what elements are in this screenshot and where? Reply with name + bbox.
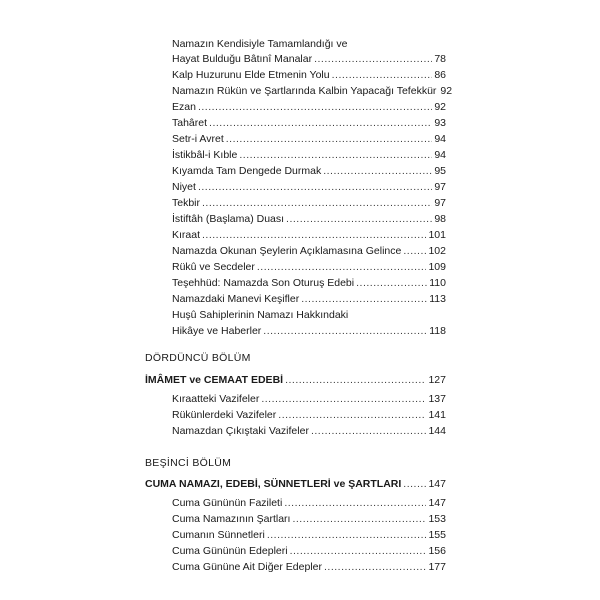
toc-entry [172,212,446,227]
toc-entry-page: 97 [434,181,446,193]
toc-leader-dots [257,260,427,275]
toc-entry-page: 177 [428,561,446,573]
toc-entry-title: Cuma Gününün Edepleri [172,545,288,557]
toc-entry-title: Teşehhüd: Namazda Son Oturuş Edebi [172,277,355,289]
toc-entry-title: Niyet [172,181,196,193]
toc-entry-title: Kıraatteki Vazifeler [172,393,260,405]
toc-entry [172,560,446,575]
toc-entry [172,244,446,259]
toc-leader-dots [290,544,427,559]
toc-entry-continuation: Namazın Kendisiyle Tamamlandığı ve [172,38,348,50]
toc-entry-page: 101 [428,229,446,241]
toc-entry-title: İstiftâh (Başlama) Duası [172,213,285,225]
toc-leader-dots [285,373,426,388]
toc-entry [172,180,446,195]
toc-entry-continuation: Huşû Sahiplerinin Namazı Hakkındaki [172,309,349,321]
toc-leader-dots [202,196,432,211]
toc-entry-page: 86 [434,69,446,81]
toc-entry-page: 137 [428,393,446,405]
toc-entry [172,196,446,211]
toc-chapter-title: CUMA NAMAZI, EDEBİ, SÜNNETLERİ ve ŞARTLARI [145,478,402,490]
toc-entry-title: Cumanın Sünnetleri [172,529,265,541]
toc-entry-page: 98 [434,213,446,225]
toc-entry [172,132,446,147]
toc-leader-dots [286,212,432,227]
toc-leader-dots [403,477,426,492]
toc-leader-dots [403,244,426,259]
toc-entry [172,148,446,163]
toc-entry-page: 156 [428,545,446,557]
toc-leader-dots [314,52,432,67]
toc-leader-dots [356,276,427,291]
toc-entry-page: 147 [428,497,446,509]
toc-leader-dots [202,228,426,243]
toc-entry-title: Kıraat [172,229,201,241]
toc-leader-dots [278,408,426,423]
toc-entry-title: Cuma Gününün Fazileti [172,497,283,509]
toc-entry-title: Kıyamda Tam Dengede Durmak [172,165,322,177]
toc-entry-page: 93 [434,117,446,129]
toc-entry [172,68,446,83]
toc-leader-dots [261,392,426,407]
toc-entry-title: Tekbir [172,197,201,209]
toc-leader-dots [332,68,433,83]
toc-leader-dots [292,512,426,527]
toc-leader-dots [301,292,427,307]
toc-entry [172,512,446,527]
toc-entry-title: Namazdan Çıkıştaki Vazifeler [172,425,309,437]
section-heading: DÖRDÜNCÜ BÖLÜM [145,352,251,364]
toc-entry [172,228,446,243]
toc-entry-page: 92 [440,85,453,97]
toc-entry-page: 153 [428,513,446,525]
toc-entry-title: Setr-i Avret [172,133,224,145]
toc-entry-page: 110 [429,277,446,289]
toc-entry [172,52,446,67]
toc-chapter-page: 147 [428,478,446,490]
toc-entry [172,424,446,439]
toc-entry [172,544,446,559]
toc-entry-title: Ezan [172,101,196,113]
toc-entry [172,392,446,407]
toc-entry-page: 155 [428,529,446,541]
toc-entry-page: 109 [428,261,446,273]
toc-entry [172,276,446,291]
toc-leader-dots [311,424,427,439]
toc-leader-dots [226,132,433,147]
toc-entry-page: 144 [428,425,446,437]
toc-entry-title: Rükünlerdeki Vazifeler [172,409,277,421]
toc-entry [172,164,446,179]
toc-chapter [145,373,446,388]
toc-entry [172,292,446,307]
toc-entry-page: 118 [429,325,446,337]
toc-leader-dots [323,164,432,179]
toc-leader-dots [284,496,426,511]
toc-entry [172,100,446,115]
toc-entry [172,496,446,511]
toc-leader-dots [267,528,427,543]
toc-entry [172,528,446,543]
toc-entry [172,116,446,131]
toc-leader-dots [198,180,432,195]
toc-leader-dots [263,324,427,339]
toc-entry [172,324,446,339]
toc-leader-dots [198,100,432,115]
toc-entry-page: 113 [429,293,446,305]
toc-leader-dots [324,560,426,575]
toc-entry-title: Namazda Okunan Şeylerin Açıklamasına Gelince [172,245,402,257]
toc-entry-page: 102 [428,245,446,257]
toc-entry-title: Namazdaki Manevi Keşifler [172,293,300,305]
toc-entry-page: 78 [434,53,446,65]
toc-entry-title: Tahâret [172,117,208,129]
toc-chapter-page: 127 [428,374,446,386]
toc-entry-page: 141 [428,409,446,421]
toc-entry-page: 95 [434,165,446,177]
toc-entry-page: 92 [434,101,446,113]
toc-entry-page: 94 [434,133,446,145]
toc-entry-title: Kalp Huzurunu Elde Etmenin Yolu [172,69,330,81]
toc-entry-page: 94 [434,149,446,161]
section-heading: BEŞİNCİ BÖLÜM [145,457,232,469]
toc-chapter-title: İMÂMET ve CEMAAT EDEBİ [145,374,284,386]
toc-entry-title: İstikbâl-i Kıble [172,149,238,161]
toc-entry-title: Cuma Gününe Ait Diğer Edepler [172,561,322,573]
toc-entry-page: 97 [434,197,446,209]
toc-entry-title: Cuma Namazının Şartları [172,513,291,525]
toc-entry [172,84,453,99]
toc-chapter [145,477,446,492]
toc-leader-dots [239,148,432,163]
toc-entry [172,260,446,275]
toc-entry [172,408,446,423]
toc-entry-title: Namazın Rükün ve Şartlarında Kalbin Yapacağı Tefekkür [172,85,437,97]
toc-entry-title: Hikâye ve Haberler [172,325,262,337]
toc-entry-title: Rükû ve Secdeler [172,261,255,273]
toc-leader-dots [209,116,432,131]
toc-entry-title: Hayat Bulduğu Bâtınî Manalar [172,53,313,65]
